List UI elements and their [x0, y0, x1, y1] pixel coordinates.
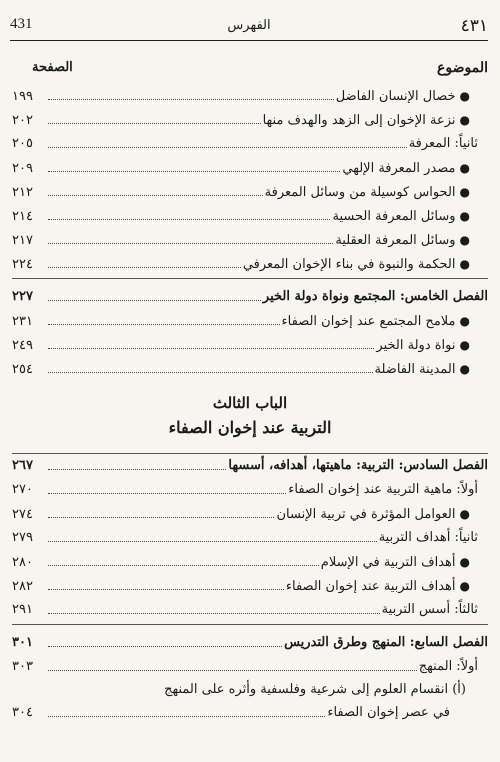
toc-section: [12, 655, 488, 679]
toc-list: [12, 84, 488, 725]
dot-leader: [48, 607, 380, 614]
part-title: الباب الثالث: [212, 394, 288, 412]
toc-entry-page: ٢٨٠: [12, 555, 33, 570]
toc-entry-page: ٢٢٧: [12, 289, 33, 304]
toc-entry-page: ٢٥٤: [12, 362, 33, 377]
toc-entry: [12, 357, 488, 381]
dot-leader: [48, 511, 274, 518]
toc-chapter: [12, 285, 488, 309]
toc-entry: [12, 701, 488, 725]
toc-entry-page: ٢٩١: [12, 602, 33, 617]
toc-chapter-title: الفصل السادس: التربية: ماهيتها، أهدافه، أسسها: [228, 458, 488, 473]
toc-entry-page: ٢٤٩: [12, 338, 33, 353]
dot-leader: [48, 664, 417, 671]
toc-entry-title: وسائل المعرفة العقلية: [335, 233, 456, 248]
bullet-icon: ●: [459, 314, 470, 328]
dot-leader: [48, 165, 340, 172]
toc-entry-page: ٢١٧: [12, 233, 33, 248]
toc-entry-page: ٢٢٤: [12, 257, 33, 272]
bullet-icon: ●: [459, 89, 470, 103]
toc-section: [12, 132, 488, 156]
toc-entry: [12, 550, 488, 574]
toc-entry-page: ٢٠٥: [12, 136, 33, 151]
toc-subentry-line: (أ) انقسام العلوم إلى شرعية وفلسفية وأثره على المنهج: [164, 682, 466, 697]
bullet-icon: ●: [459, 579, 470, 593]
dot-leader: [48, 366, 373, 373]
toc-entry: [12, 180, 488, 204]
dot-leader: [48, 141, 407, 148]
bullet-icon: ●: [459, 555, 470, 569]
running-title: الفهرس: [227, 18, 271, 33]
dot-leader: [48, 710, 325, 717]
toc-entry-page: ٢٧٠: [12, 482, 33, 497]
toc-entry-page: ٢٦٧: [12, 458, 33, 473]
toc-entry-page: ٢١٢: [12, 185, 33, 200]
toc-entry: [12, 309, 488, 333]
dot-leader: [48, 318, 280, 325]
page-header: [10, 14, 488, 41]
bullet-icon: ●: [459, 233, 470, 247]
topic-column-heading: الموضوع: [437, 60, 488, 76]
bullet-icon: ●: [459, 362, 470, 376]
toc-entry-page: ٢٣١: [12, 314, 33, 329]
toc-section: [12, 598, 488, 625]
dot-leader: [48, 93, 334, 100]
toc-entry-title: أهداف التربية في الإسلام: [320, 555, 456, 570]
toc-entry: [12, 204, 488, 228]
dot-leader: [48, 487, 286, 494]
toc-entry-title: خصال الإنسان الفاضل: [335, 89, 456, 104]
toc-entry-page: ٢٧٤: [12, 507, 33, 522]
toc-entry: [12, 84, 488, 108]
toc-entry-title: أولاً: ماهية التربية عند إخوان الصفاء: [288, 482, 478, 497]
toc-entry-title: في عصر إخوان الصفاء: [327, 705, 450, 720]
toc-entry-title: المدينة الفاضلة: [374, 362, 456, 377]
page-number-arabic: ٤٣١: [460, 16, 488, 36]
dot-leader: [48, 261, 241, 268]
toc-entry-page: ٣٠١: [12, 635, 33, 650]
dot-leader: [48, 294, 261, 301]
toc-chapter: [12, 631, 488, 655]
dot-leader: [48, 213, 330, 220]
dot-leader: [48, 237, 333, 244]
page-number-latin: 431: [10, 16, 33, 32]
dot-leader: [48, 640, 282, 647]
toc-chapter-title: الفصل الخامس: المجتمع ونواة دولة الخير: [262, 289, 488, 304]
toc-entry-title: نواة دولة الخير: [376, 338, 456, 353]
bullet-icon: ●: [459, 161, 470, 175]
toc-entry-title: نزعة الإخوان إلى الزهد والهدف منها: [262, 113, 456, 128]
bullet-icon: ●: [459, 507, 470, 521]
bullet-icon: ●: [459, 185, 470, 199]
toc-entry: [12, 574, 488, 598]
dot-leader: [48, 535, 377, 542]
toc-entry-title: أولاً: المنهج: [418, 659, 478, 674]
toc-entry-page: ٣٠٤: [12, 705, 33, 720]
dot-leader: [48, 189, 263, 196]
toc-entry-page: ٢٧٩: [12, 530, 33, 545]
toc-entry-page: ٢٠٢: [12, 113, 33, 128]
dot-leader: [48, 117, 261, 124]
dot-leader: [48, 583, 284, 590]
toc-entry-title: أهداف التربية عند إخوان الصفاء: [285, 579, 456, 594]
toc-entry: [12, 108, 488, 132]
toc-entry-page: ٢٨٢: [12, 579, 33, 594]
toc-entry: [12, 252, 488, 279]
toc-entry-page: ٢٠٩: [12, 161, 33, 176]
toc-entry-title: ثانياً: المعرفة: [408, 136, 478, 151]
toc-entry-title: ثالثاً: أسس التربية: [381, 602, 478, 617]
bullet-icon: ●: [459, 113, 470, 127]
toc-entry-title: مصدر المعرفة الإلهي: [342, 161, 456, 176]
toc-entry-page: ١٩٩: [12, 89, 33, 104]
toc-entry: [12, 333, 488, 357]
dot-leader: [48, 342, 374, 349]
dot-leader: [48, 559, 319, 566]
dot-leader: [48, 463, 226, 470]
toc-entry-title: ثانياً: أهداف التربية: [378, 530, 478, 545]
toc-entry-page: ٢١٤: [12, 209, 33, 224]
toc-entry-title: الحواس كوسيلة من وسائل المعرفة: [264, 185, 456, 200]
bullet-icon: ●: [459, 209, 470, 223]
toc-entry-title: الحكمة والنبوة في بناء الإخوان المعرفي: [242, 257, 456, 272]
part-heading: [12, 391, 488, 441]
part-subtitle: التربية عند إخوان الصفاء: [168, 418, 332, 437]
page-column-heading: الصفحة: [32, 60, 73, 75]
toc-section: [12, 526, 488, 550]
bullet-icon: ●: [459, 257, 470, 271]
toc-entry-title: وسائل المعرفة الحسية: [332, 209, 456, 224]
toc-entry: [12, 156, 488, 180]
toc-chapter-title: الفصل السابع: المنهج وطرق التدريس: [284, 635, 488, 650]
column-headings: [12, 60, 488, 82]
toc-entry: [12, 228, 488, 252]
toc-chapter: [12, 453, 488, 478]
toc-entry-title: ملامح المجتمع عند إخوان الصفاء: [281, 314, 456, 329]
bullet-icon: ●: [459, 338, 470, 352]
toc-entry-page: ٣٠٣: [12, 659, 33, 674]
toc-entry: [12, 502, 488, 526]
toc-section: [12, 478, 488, 502]
toc-entry-title: العوامل المؤثرة في تربية الإنسان: [276, 507, 456, 522]
